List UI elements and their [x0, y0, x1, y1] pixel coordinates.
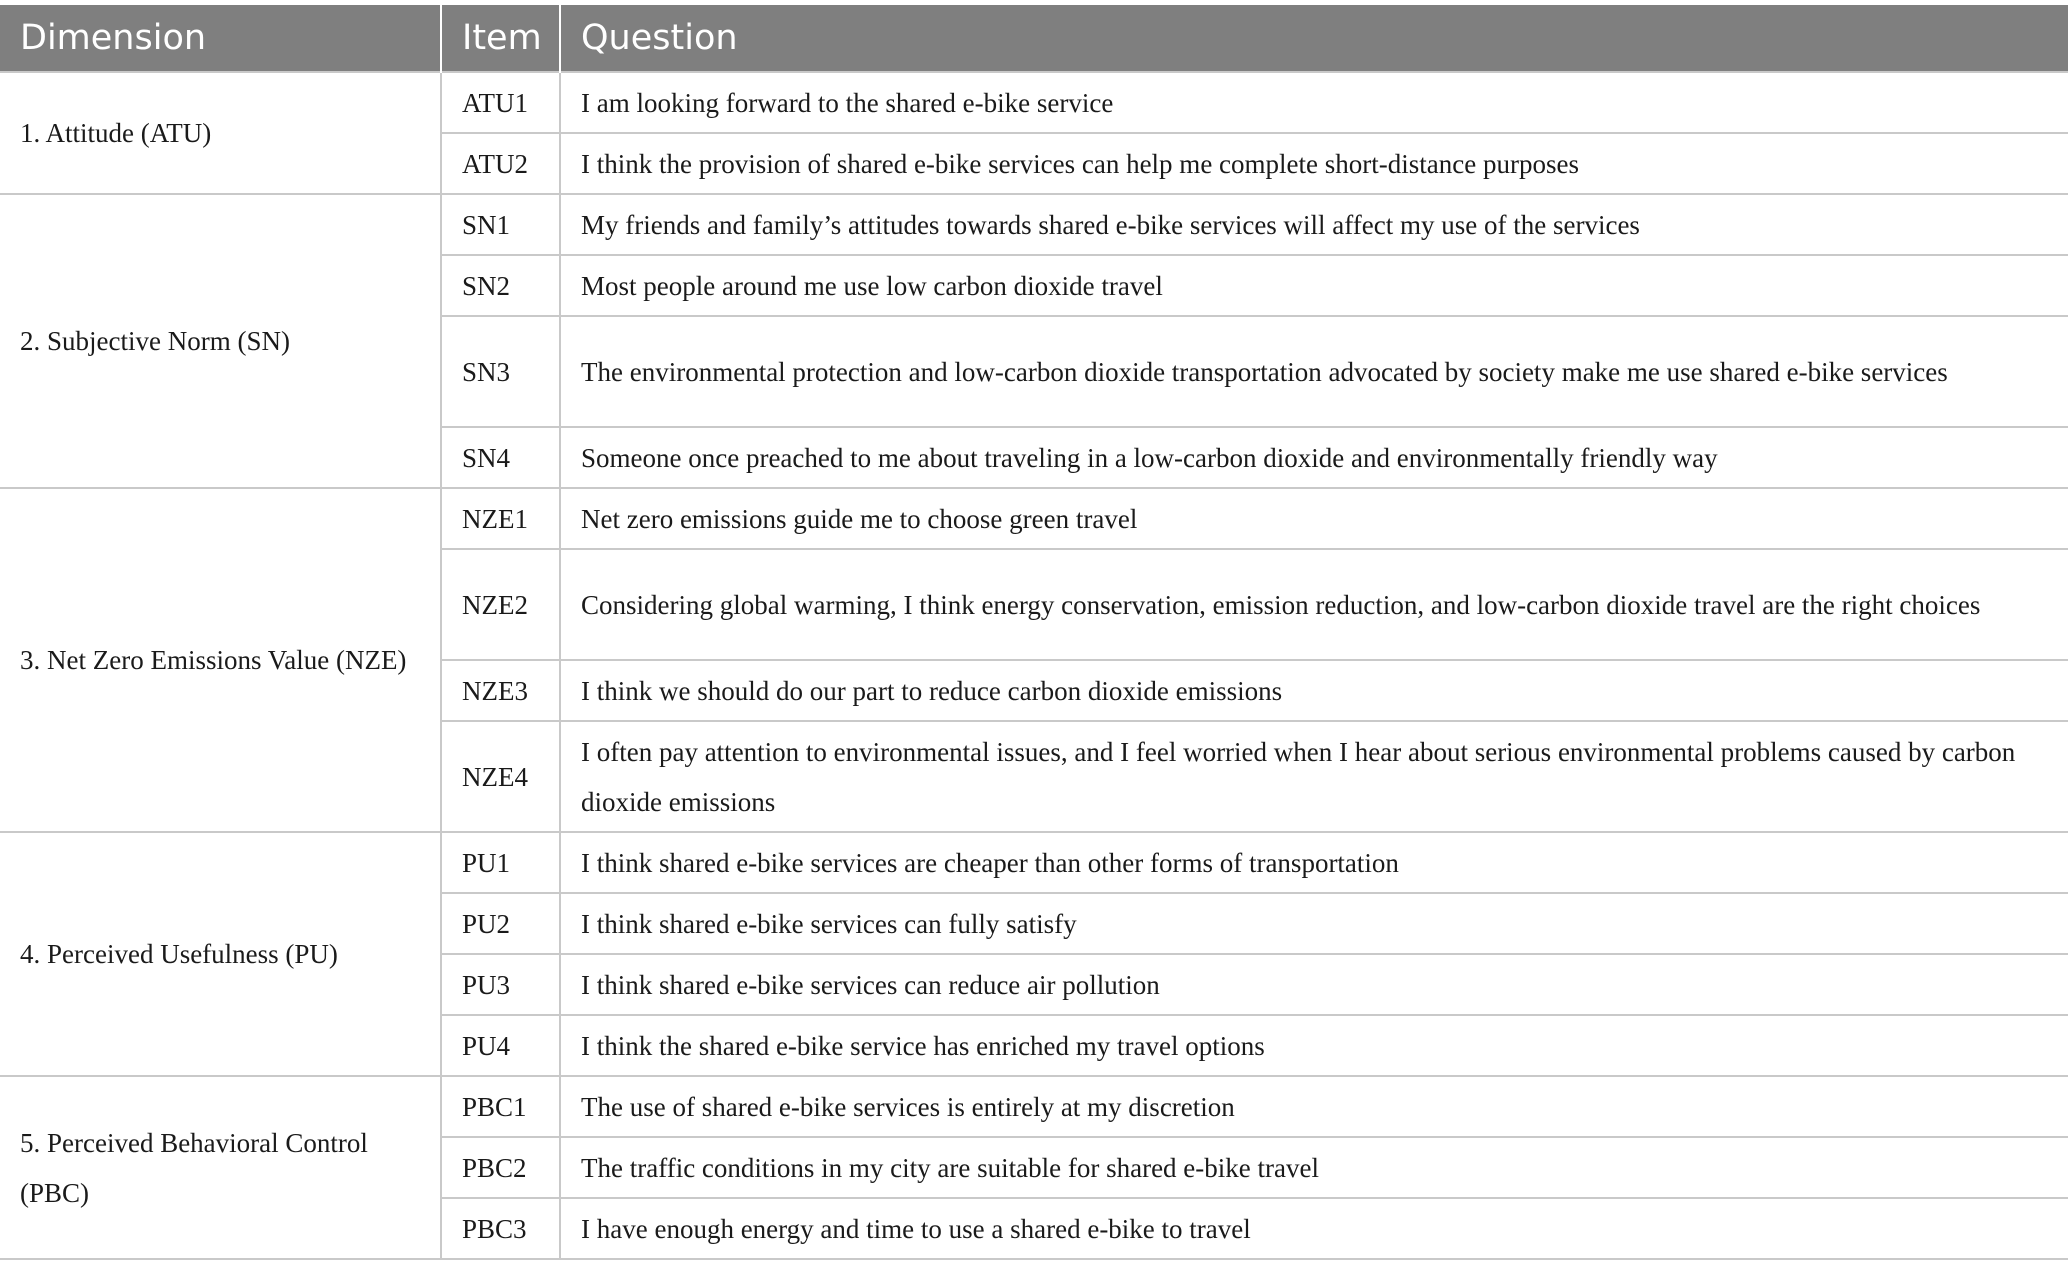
dimension-cell: 5. Perceived Behavioral Control (PBC) [0, 1076, 441, 1259]
question-cell: Considering global warming, I think energy conservation, emission reduction, and low-carbon dioxide travel are the right choices [560, 549, 2068, 660]
item-code-cell: NZE3 [441, 660, 560, 721]
question-cell: I think the provision of shared e-bike services can help me complete short-distance purposes [560, 133, 2068, 194]
question-cell: My friends and family’s attitudes towards shared e-bike services will affect my use of the services [560, 194, 2068, 255]
question-cell: Net zero emissions guide me to choose green travel [560, 488, 2068, 549]
question-cell: Someone once preached to me about traveling in a low-carbon dioxide and environmentally friendly way [560, 427, 2068, 488]
question-cell: The use of shared e-bike services is entirely at my discretion [560, 1076, 2068, 1137]
item-code-cell: SN2 [441, 255, 560, 316]
header-row [0, 5, 2068, 72]
table-body [0, 72, 2068, 1259]
table-row [0, 72, 2068, 133]
header-dimension: Dimension [0, 5, 441, 72]
dimension-cell: 1. Attitude (ATU) [0, 72, 441, 194]
question-cell: I think shared e-bike services are cheaper than other forms of transportation [560, 832, 2068, 893]
item-code-cell: ATU1 [441, 72, 560, 133]
table-header [0, 5, 2068, 72]
survey-items-table [0, 5, 2068, 1260]
question-cell: I think shared e-bike services can reduce air pollution [560, 954, 2068, 1015]
item-code-cell: NZE1 [441, 488, 560, 549]
question-cell: I often pay attention to environmental issues, and I feel worried when I hear about serious environmental problems caused by carbon dioxide emissions [560, 721, 2068, 832]
question-cell: I am looking forward to the shared e-bike service [560, 72, 2068, 133]
header-item: Item [441, 5, 560, 72]
question-cell: The environmental protection and low-carbon dioxide transportation advocated by society make me use shared e-bike services [560, 316, 2068, 427]
survey-table-container [0, 5, 2068, 1260]
dimension-cell: 4. Perceived Usefulness (PU) [0, 832, 441, 1076]
table-row [0, 194, 2068, 255]
item-code-cell: PU3 [441, 954, 560, 1015]
item-code-cell: ATU2 [441, 133, 560, 194]
item-code-cell: PBC1 [441, 1076, 560, 1137]
item-code-cell: PU2 [441, 893, 560, 954]
table-row [0, 832, 2068, 893]
item-code-cell: SN4 [441, 427, 560, 488]
item-code-cell: NZE2 [441, 549, 560, 660]
item-code-cell: SN3 [441, 316, 560, 427]
question-cell: I think shared e-bike services can fully satisfy [560, 893, 2068, 954]
question-cell: I think the shared e-bike service has enriched my travel options [560, 1015, 2068, 1076]
table-row [0, 488, 2068, 549]
dimension-cell: 3. Net Zero Emissions Value (NZE) [0, 488, 441, 832]
header-question: Question [560, 5, 2068, 72]
question-cell: I have enough energy and time to use a shared e-bike to travel [560, 1198, 2068, 1259]
item-code-cell: PBC3 [441, 1198, 560, 1259]
item-code-cell: SN1 [441, 194, 560, 255]
item-code-cell: NZE4 [441, 721, 560, 832]
dimension-cell: 2. Subjective Norm (SN) [0, 194, 441, 488]
item-code-cell: PBC2 [441, 1137, 560, 1198]
question-cell: Most people around me use low carbon dioxide travel [560, 255, 2068, 316]
question-cell: The traffic conditions in my city are suitable for shared e-bike travel [560, 1137, 2068, 1198]
item-code-cell: PU1 [441, 832, 560, 893]
table-row [0, 1076, 2068, 1137]
item-code-cell: PU4 [441, 1015, 560, 1076]
question-cell: I think we should do our part to reduce carbon dioxide emissions [560, 660, 2068, 721]
